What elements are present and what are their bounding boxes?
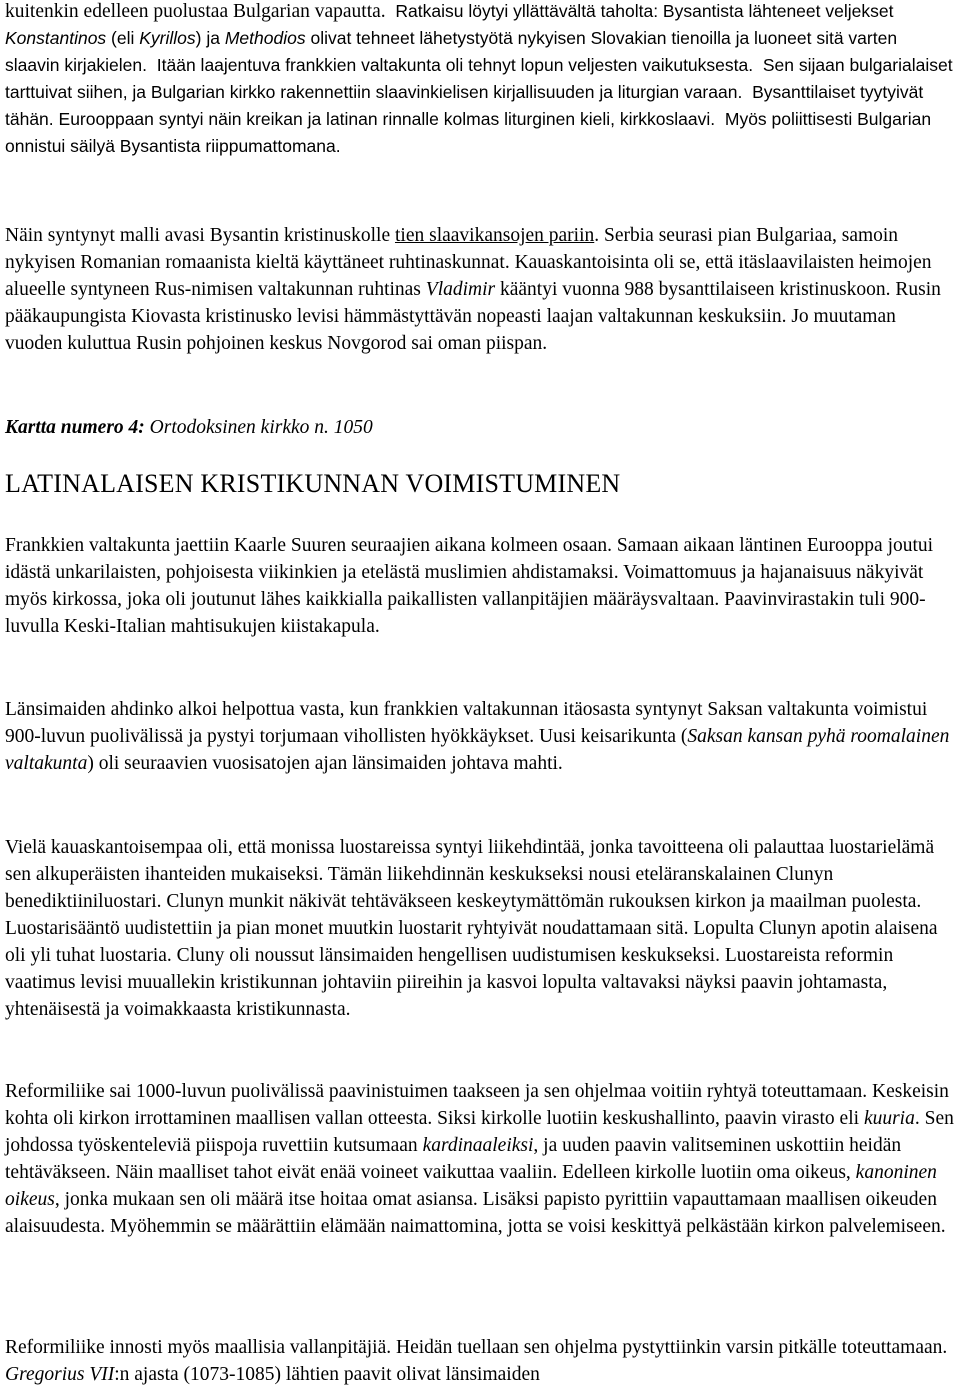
text-run: , ja uuden paavin valitseminen uskottiin heidän tehtäväkseen. Näin maalliset tahot eivät enää voineet vaikuttaa vaaliin. Edelleen kirkolle luotiin oma oikeus,	[5, 1135, 902, 1183]
text-run: Sen sijaan bulgarialaiset tarttuivat siihen, ja Bulgarian kirkko rakennettiin slaavinkielisen kirjallisuuden ja liturgian varaan.	[5, 55, 953, 102]
paragraph-bulgaria	[5, 0, 955, 160]
paragraph-reform	[5, 1078, 955, 1240]
text-run: olivat tehneet lähetystyötä nykyisen Slovakian tienoilla ja luoneet sitä varten slaavin kirjakielen.	[5, 28, 898, 75]
text-run: Itään laajentuva frankkien valtakunta oli tehnyt lopun veljesten vaikutuksesta.	[156, 55, 754, 75]
text-run: ) oli seuraavien vuosisatojen ajan länsimaiden johtava mahti.	[87, 753, 563, 774]
map-caption	[5, 414, 955, 441]
term-kanoninen-oikeus: kanoninen oikeus	[5, 1162, 937, 1210]
text-run: Reformiliike sai 1000-luvun puolivälissä paavinistuimen taakseen ja sen ohjelmaa voitiin ryhtyä toteuttamaan. Keskeisin kohta oli kirkon irrottaminen maallisen vallan otteesta. Siksi kirkolle luotiin keskushallinto, paavin virasto eli	[5, 1081, 949, 1129]
text-run: Näin syntynyt malli avasi Bysantin kristinuskolle	[5, 225, 395, 246]
text-run: Bysanttilaiset tyytyivät tähän.	[5, 82, 924, 129]
name-methodios: Methodios	[224, 28, 306, 48]
text-run: kuitenkin edelleen puolustaa Bulgarian vapautta.	[5, 1, 386, 22]
name-vladimir: Vladimir	[425, 279, 496, 300]
paragraph-gregorius	[5, 1334, 955, 1388]
text-run: Reformiliike innosti myös maallisia vallanpitäjiä. Heidän tuellaan sen ohjelma pystyttiinkin varsin pitkälle toteuttamaan.	[5, 1337, 948, 1358]
section-heading: LATINALAISEN KRISTIKUNNAN VOIMISTUMINEN	[5, 469, 621, 498]
term-kuuria: kuuria	[863, 1108, 915, 1129]
paragraph-slavs	[5, 222, 955, 357]
text-run: :n ajasta (1073-1085) lähtien paavit olivat länsimaiden	[114, 1364, 540, 1385]
text-run: . Serbia seurasi pian Bulgariaa, samoin nykyisen Romanian romaanista kieltä käyttäneet ruhtinaskunnat. Kauaskantoisinta oli se, että itäslaavilaisten heimojen alueelle syntyneen Rus-nimisen valtakunnan ruhtinas	[5, 225, 932, 300]
underlined-phrase: tien slaavikansojen pariin	[394, 225, 595, 246]
caption-label: Kartta numero 4:	[5, 417, 145, 438]
paragraph-frankish	[5, 532, 955, 640]
name-kyrillos: Kyrillos	[139, 28, 196, 48]
text-run: Frankkien valtakunta jaettiin Kaarle Suuren seuraajien aikana kolmeen osaan. Samaan aikaan läntinen Eurooppa joutui idästä unkarilaisten, pohjoisesta viikinkien ja etelästä muslimien ahdistamaksi. Voimattomuus ja hajanaisuus näkyivät myös kirkossa, joka oli joutunut lähes kaikkialla paikallisten vallanpitäjien määräysvaltaan. Paavinvirastakin tuli 900-luvulla Keski-Italian mahtisukujen kiistakapula.	[5, 535, 934, 637]
text-run: ) ja	[195, 28, 225, 48]
text-run: , jonka mukaan sen oli määrä itse hoitaa omat asiansa. Lisäksi papisto pyrittiin vapauttamaan maallisen oikeuden alaisuudesta. Myöhemmin se määrättiin elämään naimattomina, jotta se voisi keskittyä pelkästään kirkon palvelemiseen.	[5, 1189, 946, 1237]
text-run: . Sen johdossa työskenteleviä piispoja ruvettiin kutsumaan	[5, 1108, 954, 1156]
name-gregorius: Gregorius VII	[5, 1364, 115, 1385]
caption-text: Ortodoksinen kirkko n. 1050	[144, 417, 373, 438]
text-run: (eli	[106, 28, 140, 48]
term-kardinaaleiksi: kardinaaleiksi	[422, 1135, 534, 1156]
text-run: Ratkaisu löytyi yllättävältä taholta: Bysantista lähteneet veljekset	[395, 1, 894, 21]
paragraph-west	[5, 696, 955, 777]
text-run: kääntyi vuonna 988 bysanttilaiseen kristinuskoon. Rusin pääkaupungista Kiovasta kristinusko levisi hämmästyttävän nopeasti laajan valtakunnan keskuksiin. Jo muutaman vuoden kuluttua Rusin pohjoinen keskus Novgorod sai oman piispan.	[5, 279, 941, 354]
name-konstantinos: Konstantinos	[5, 28, 107, 48]
text-run: Vielä kauaskantoisempaa oli, että monissa luostareissa syntyi liikehdintää, jonka tavoitteena oli palauttaa luostarielämä sen alkuperäisten ihanteiden mukaiseksi. Tämän liikehdinnän keskukseksi nousi eteläranskalainen Clunyn benediktiiniluostari. Clunyn munkit näkivät tehtäväkseen keskeytymättömän rukouksen kirkon ja maailman puolesta. Luostarisääntö uudistettiin ja pian monet muutkin luostarit ryhtyivät noudattamaan sitä. Lopulta Clunyn apotin alaisena oli yli tuhat luostaria. Cluny oli noussut länsimaiden hengellisen uudistumisen keskukseksi. Luostareista reformin vaatimus levisi muuallekin kristikunnan johtaviin piireihin ja kasvoi lopulta valtavaksi näyksi paavin johtamasta, yhtenäisestä ja voimakkaasta kristikunnasta.	[5, 837, 938, 1020]
text-run: Myös poliittisesti Bulgarian onnistui säilyä Bysantista riippumattomana.	[5, 109, 932, 156]
text-run: Länsimaiden ahdinko alkoi helpottua vasta, kun frankkien valtakunnan itäosasta syntynyt Saksan valtakunta voimistui 900-luvun puolivälissä ja pystyi torjumaan vihollisten hyökkäykset. Uusi keisarikunta (	[5, 699, 928, 747]
term-empire: Saksan kansan pyhä roomalainen valtakunta	[5, 726, 950, 774]
text-run: Eurooppaan syntyi näin kreikan ja latinan rinnalle kolmas liturginen kieli, kirkkoslaavi.	[58, 109, 716, 129]
paragraph-cluny	[5, 834, 955, 1023]
